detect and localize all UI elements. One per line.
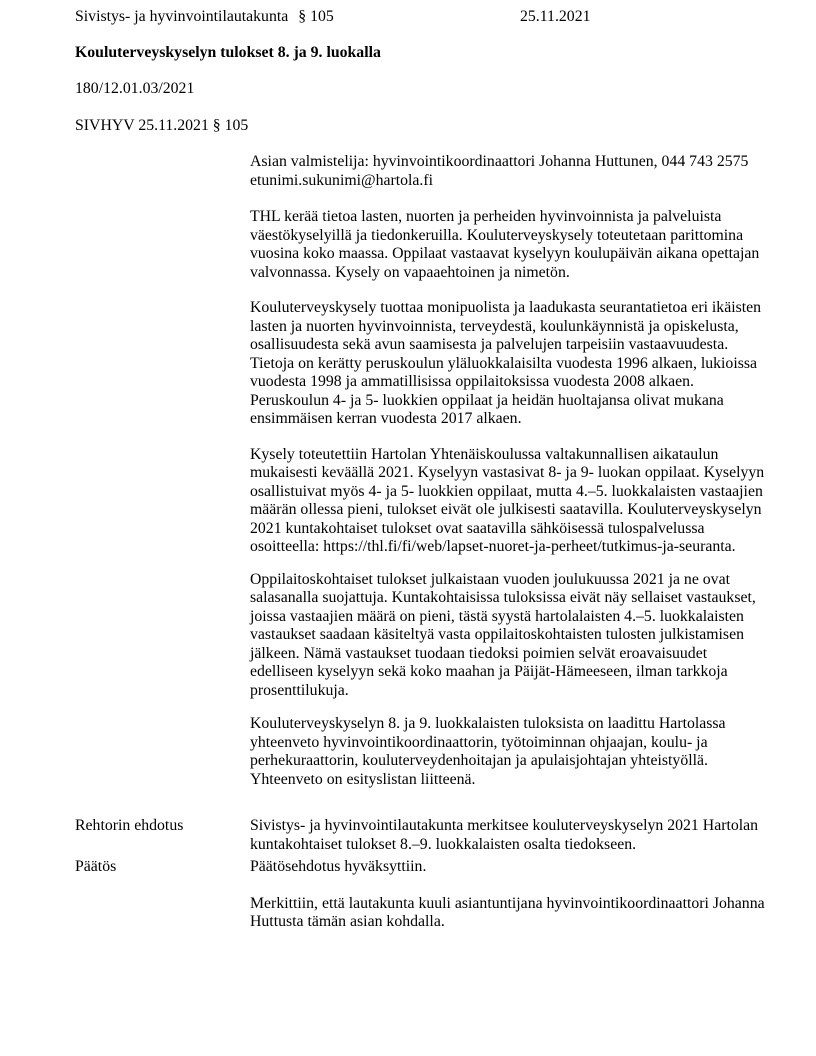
proposal-label: Rehtorin ehdotus [75, 817, 184, 834]
proposal-text: Sivistys- ja hyvinvointilautakunta merkitsee kouluterveyskyselyn 2021 Hartolan kuntakohtaiset tulokset 8.–9. luokkalaisten osalta tiedokseen. [250, 817, 759, 853]
decision-label: Päätös [75, 858, 117, 875]
preparer-info: Asian valmistelija: hyvinvointikoordinaattori Johanna Huttunen, 044 743 2575 etunimi.sukunimi@hartola.fi [250, 153, 749, 189]
case-number: 180/12.01.03/2021 [75, 80, 195, 97]
page-header [75, 8, 772, 27]
meeting-reference: SIVHYV 25.11.2021 § 105 [75, 116, 249, 134]
document-title: Kouluterveyskyselyn tulokset 8. ja 9. luokalla [75, 43, 381, 61]
body-paragraph: Oppilaitoskohtaiset tulokset julkaistaan vuoden joulukuussa 2021 ja ne ovat salasanalla suojattuja. Kuntakohtaisissa tuloksissa eivät näy sellaiset vastaukset, joissa vastaajien määrä on pieni, tästä syystä hartolalaisten 4.–5. luokkalaisten vastaukset saadaan käsiteltyä vasta oppilaitoskohtaisten tulosten julkistamisen jälkeen. Nämä vastaukset tuodaan tiedoksi poimien selvät eroavaisuudet edelliseen kyselyyn sekä koko maahan ja Päijät-Hämeeseen, ilman tarkkoja prosenttilukuja. [250, 570, 756, 699]
decision-row [75, 858, 772, 877]
body-paragraph: Kouluterveyskyselyn 8. ja 9. luokkalaisten tuloksista on laadittu Hartolassa yhteenveto hyvinvointikoordinaattorin, työtoiminnan ohjaajan, koulu- ja perhekuraattorin, kouluterveydenhoitajan ja apulaisjohtajan yhteistyöllä. Yhteenveto on esityslistan liitteenä. [250, 715, 726, 788]
body-paragraph: Kouluterveyskysely tuottaa monipuolista ja laadukasta seurantatietoa eri ikäisten lasten ja nuorten hyvinvoinnista, terveydestä, koulunkäynnistä ja opiskelusta, osallisuudesta sekä avun saamisesta ja palvelujen tarpeisiin vastaavuudesta. Tietoja on kerätty peruskoulun yläluokkalaisilta vuodesta 1996 alkaen, lukioissa vuodesta 1998 ja ammatillisissa oppilaitoksissa vuodesta 2008 alkaen. Peruskoulun 4- ja 5- luokkien oppilaat ja heidän huoltajansa olivat mukana ensimmäisen kerran vuodesta 2017 alkaen. [250, 299, 762, 427]
decision-text: Päätösehdotus hyväksyttiin. [250, 858, 427, 875]
meeting-date: 25.11.2021 [520, 8, 591, 25]
body-paragraph: Kysely toteutettiin Hartolan Yhtenäiskoulussa valtakunnallisen aikataulun mukaisesti keväällä 2021. Kyselyyn vastasivat 8- ja 9- luokan oppilaat. Kyselyyn osallistuivat myös 4- ja 5- luokkien oppilaat, mutta 4.–5. luokkalaisten vastaajien määrän ollessa pieni, tulokset eivät ole julkisesti saatavilla. Kouluterveyskyselyn 2021 kuntakohtaiset tulokset ovat saatavilla sähköisessä tulospalvelussa osoitteella: https://thl.fi/fi/web/lapset-nuoret-ja-perheet/tutkimus-ja-seuranta. [250, 445, 765, 555]
hearing-note: Merkittiin, että lautakunta kuuli asiantuntijana hyvinvointikoordinaattori Johanna Huttusta tämän asian kohdalla. [250, 894, 765, 930]
proposal-row [75, 817, 772, 854]
section-number: § 105 [298, 8, 334, 25]
body-paragraph: THL kerää tietoa lasten, nuorten ja perheiden hyvinvoinnista ja palveluista väestökyselyillä ja tiedonkeruilla. Kouluterveyskysely toteutetaan parittomina vuosina koko maassa. Oppilaat vastaavat kyselyyn koulupäivän aikana opettajan valvonnassa. Kysely on vapaaehtoinen ja nimetön. [250, 208, 760, 281]
committee-name: Sivistys- ja hyvinvointilautakunta [75, 8, 289, 25]
